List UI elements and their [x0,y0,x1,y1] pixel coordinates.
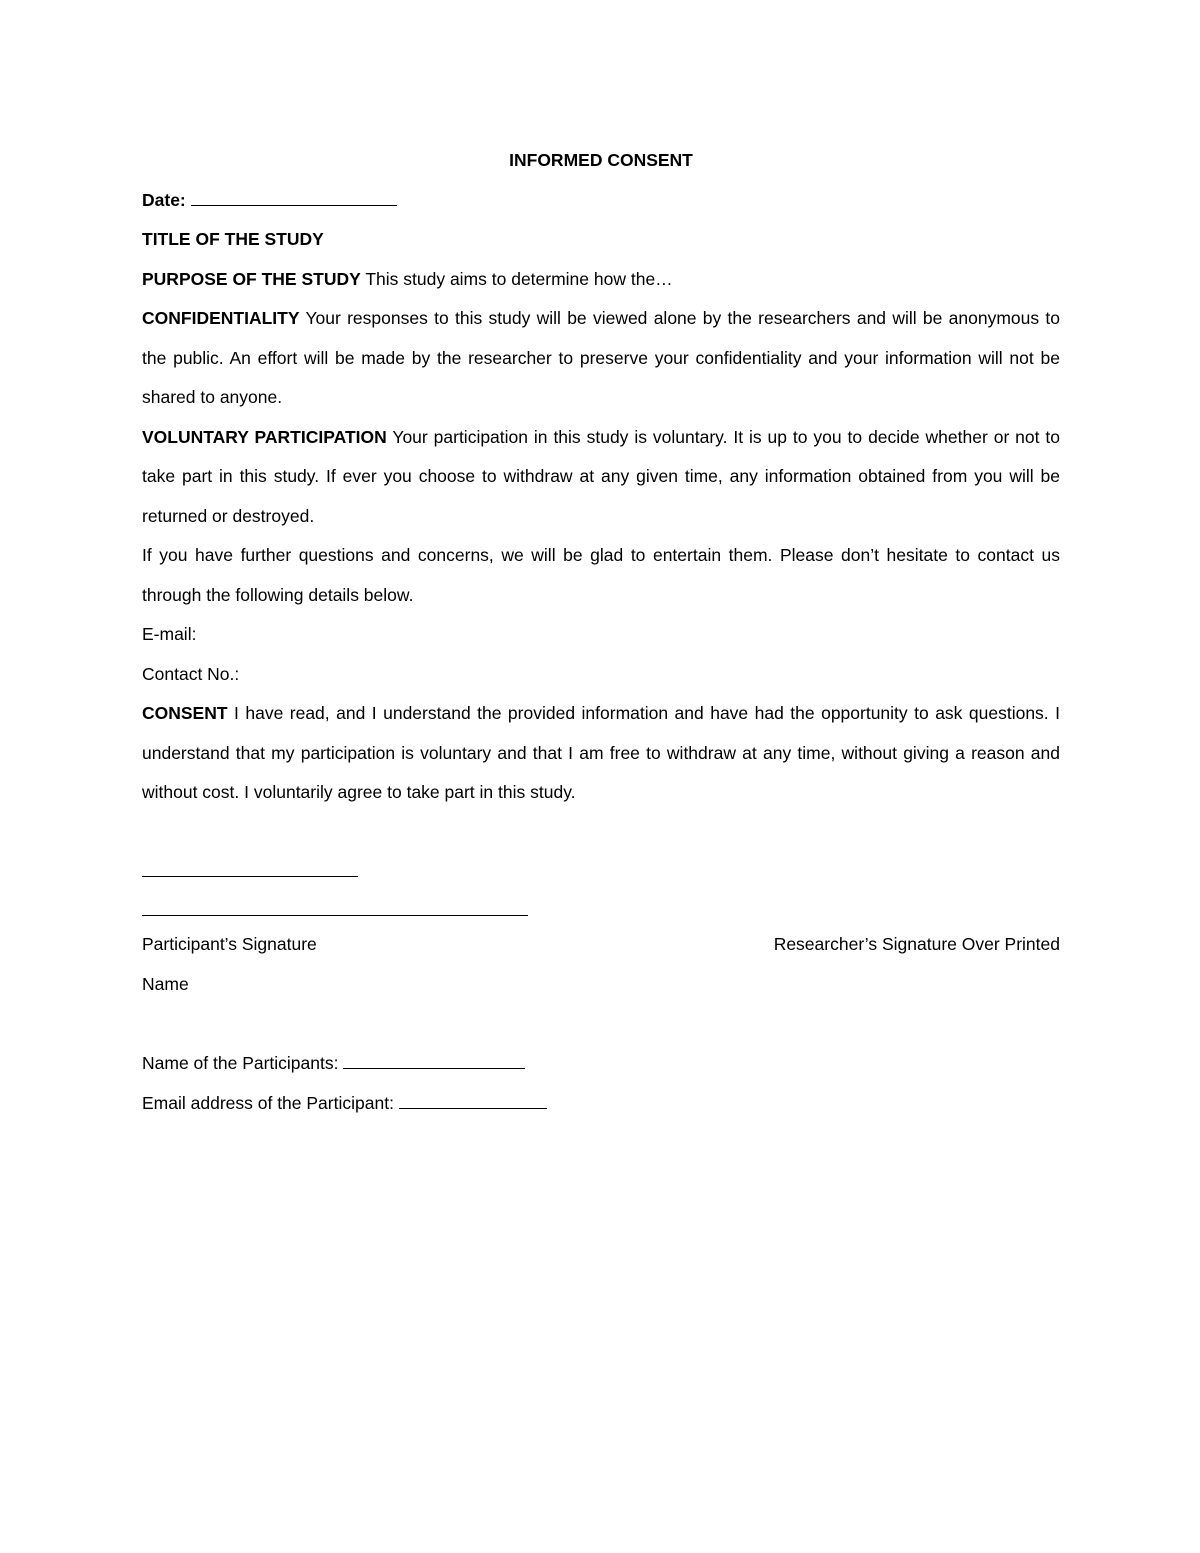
participant-name-label: Name of the Participants: [142,1053,339,1073]
voluntary-section [142,418,1060,537]
voluntary-text: Your participation in this study is voluntary. It is up to you to decide whether or not to take part in this study. If ever you choose to withdraw at any given time, any information obtained from you will be returned or destroyed. [142,426,1061,526]
signature-name-continuation: Name [142,973,189,994]
voluntary-heading: VOLUNTARY PARTICIPATION [142,426,387,447]
confidentiality-text: Your responses to this study will be viewed alone by the researchers and will be anonymous to the public. An effort will be made by the researcher to preserve your confidentiality and your information will not be shared to anyone. [142,308,1060,407]
participant-email-label: Email address of the Participant: [142,1092,394,1113]
document-title: INFORMED CONSENT [509,150,693,170]
participant-details [142,1044,1060,1123]
purpose-heading: PURPOSE OF THE STUDY [142,268,361,289]
consent-text: I have read, and I understand the provided information and have had the opportunity to ask questions. I understand that my participation is voluntary and that I am free to withdraw at any time, without giving a reason and without cost. I voluntarily agree to take part in this study. [142,703,1060,802]
questions-paragraph: If you have further questions and concerns, we will be glad to entertain them. Please don’t hesitate to contact us through the following details below. [142,545,1060,605]
researcher-signature-label: Researcher’s Signature Over Printed [773,934,1060,954]
date-blank-field[interactable] [191,185,397,206]
consent-heading: CONSENT [142,703,228,723]
signature-label-row [142,925,1060,965]
purpose-text: This study aims to determine how the… [365,268,673,289]
participant-signature-line[interactable] [142,876,358,877]
participant-signature-label: Participant’s Signature [142,934,317,954]
consent-section [142,694,1060,813]
participant-email-row [142,1084,1060,1124]
confidentiality-section [142,299,1060,418]
participant-email-blank[interactable] [399,1088,547,1109]
date-label: Date: [142,189,186,210]
study-title-heading: TITLE OF THE STUDY [142,229,324,249]
researcher-signature-line[interactable] [142,915,528,916]
date-row [142,181,1060,221]
purpose-section [142,260,1060,300]
email-label: E-mail: [142,624,197,644]
confidentiality-heading: CONFIDENTIALITY [142,308,300,328]
participant-name-row [142,1044,1060,1084]
consent-form-body [142,141,1060,813]
participant-name-blank[interactable] [343,1048,525,1069]
contact-number-label: Contact No.: [142,663,240,684]
signature-labels [142,925,1060,1004]
